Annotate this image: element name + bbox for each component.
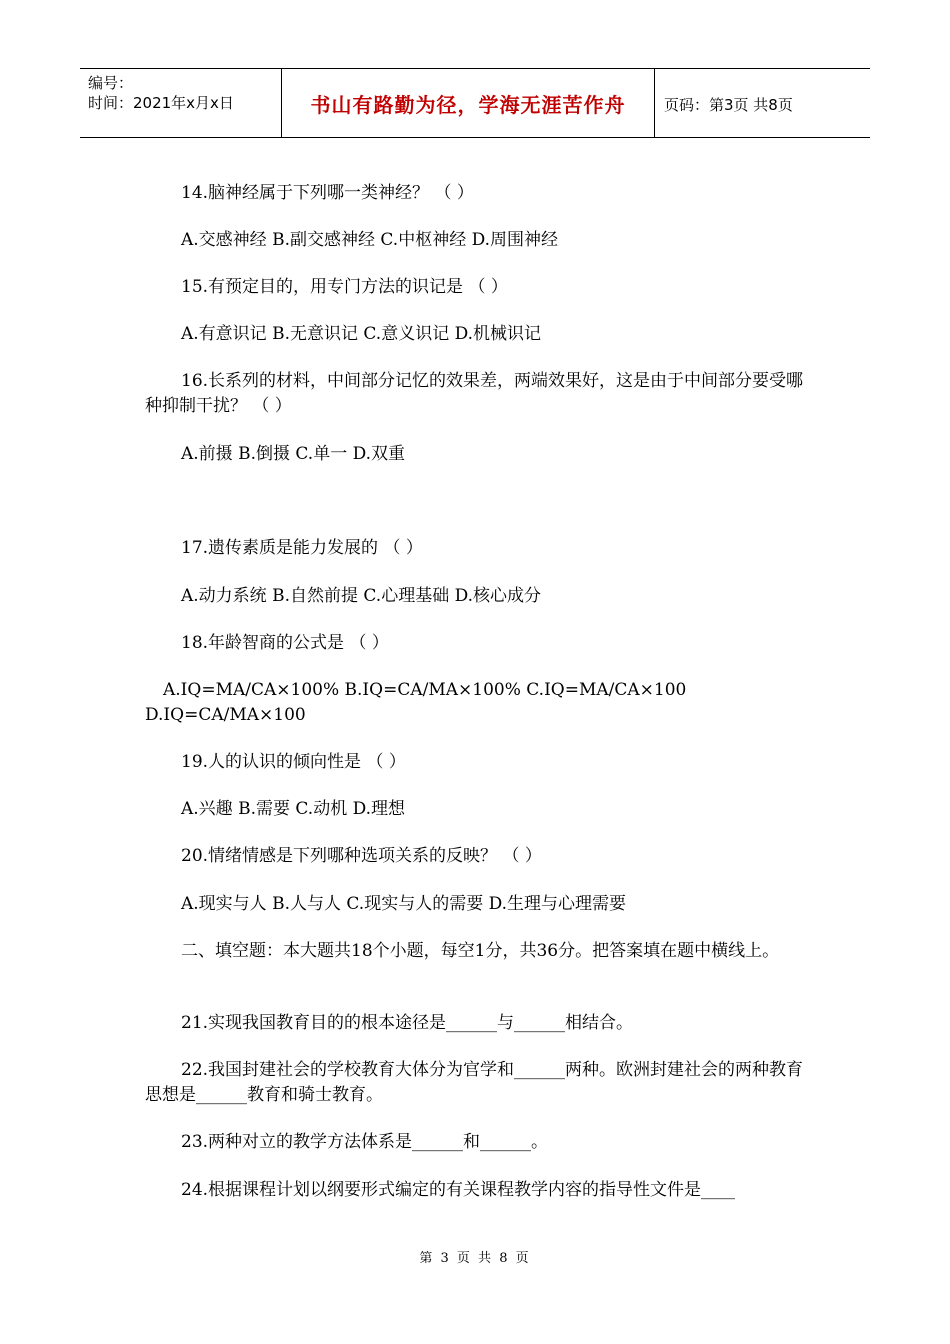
header-left-cell	[88, 73, 234, 113]
question-19-options: A.兴趣 B.需要 C.动机 D.理想	[181, 799, 406, 819]
header-motto: 书山有路勤为径，学海无涯苦作舟	[281, 69, 655, 137]
question-20: 20.情绪情感是下列哪种选项关系的反映？ （ ）	[181, 846, 542, 866]
serial-number-label: 编号：	[88, 74, 134, 92]
question-24: 24.根据课程计划以纲要形式编定的有关课程教学内容的指导性文件是____	[181, 1180, 736, 1200]
page-header	[80, 68, 870, 138]
question-14-options: A.交感神经 B.副交感神经 C.中枢神经 D.周围神经	[181, 230, 559, 250]
question-18-options-line1: A.IQ=MA/CA×100% B.IQ=CA/MA×100% C.IQ=MA/CA×100	[163, 680, 687, 700]
header-page-info: 页码：第3页 共8页	[664, 96, 793, 114]
question-22: 22.我国封建社会的学校教育大体分为官学和______两种。欧洲封建社会的两种教育思想是______教育和骑士教育。	[145, 1060, 804, 1105]
question-17: 17.遗传素质是能力发展的 （ ）	[181, 538, 423, 558]
question-20-options: A.现实与人 B.人与人 C.现实与人的需要 D.生理与心理需要	[181, 894, 627, 914]
date-line: 时间：2021年x月x日	[88, 94, 234, 112]
page-footer: 第 3 页 共 8 页	[419, 1251, 531, 1266]
question-16-options: A.前摄 B.倒摄 C.单一 D.双重	[181, 444, 406, 464]
question-15: 15.有预定目的，用专门方法的识记是 （ ）	[181, 277, 508, 297]
question-18-options-line2: D.IQ=CA/MA×100	[145, 705, 306, 725]
question-15-options: A.有意识记 B.无意识记 C.意义识记 D.机械识记	[181, 324, 542, 344]
question-23: 23.两种对立的教学方法体系是______和______。	[181, 1132, 549, 1152]
question-19: 19.人的认识的倾向性是 （ ）	[181, 752, 406, 772]
question-21: 21.实现我国教育目的的根本途径是______与______相结合。	[181, 1013, 634, 1033]
question-16: 16.长系列的材料，中间部分记忆的效果差，两端效果好，这是由于中间部分要受哪种抑制干扰？ （ ）	[145, 371, 804, 416]
question-17-options: A.动力系统 B.自然前提 C.心理基础 D.核心成分	[181, 586, 542, 606]
question-18: 18.年龄智商的公式是 （ ）	[181, 633, 389, 653]
section-2-heading: 二、填空题：本大题共18个小题，每空1分，共36分。把答案填在题中横线上。	[181, 941, 780, 961]
question-14: 14.脑神经属于下列哪一类神经？ （ ）	[181, 183, 474, 203]
